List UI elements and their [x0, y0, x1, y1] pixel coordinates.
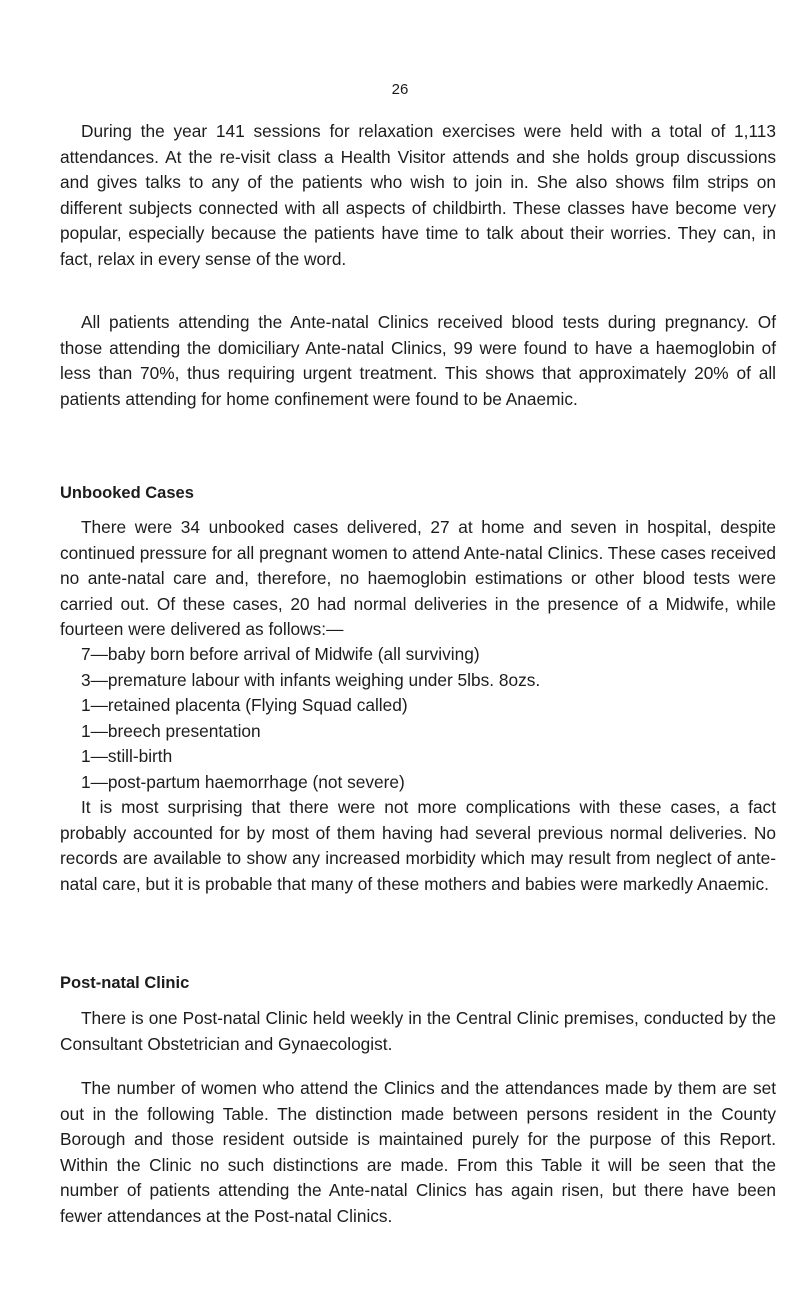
unbooked-cases-heading: Unbooked Cases: [60, 484, 194, 502]
page-number: 26: [391, 81, 409, 98]
list-item: 1—post-partum haemorrhage (not severe): [81, 771, 405, 792]
list-item: 7—baby born before arrival of Midwife (all surviving): [81, 644, 480, 664]
list-item: 1—retained placenta (Flying Squad called): [81, 695, 408, 715]
unbooked-intro-paragraph: There were 34 unbooked cases delivered, 27 at home and seven in hospital, despite continued pressure for all pregnant women to attend Ante-natal Clinics. These cases received no ante-natal care and, therefore, no haemoglobin estimations or other blood tests were carried out. Of these cases, 20 had normal deliveries in the presence of a Midwife, while fourteen were delivered as follows:—: [60, 517, 776, 639]
unbooked-conclusion-paragraph: It is most surprising that there were not more complications with these cases, a fact probably accounted for by most of them having had several previous normal deliveries. No records are available to show any increased morbidity which may result from neglect of ante-natal care, but it is probable that many of these mothers and babies were markedly Anaemic.: [60, 797, 776, 894]
delivery-list: [81, 642, 540, 795]
postnatal-table-intro-paragraph: The number of women who attend the Clinics and the attendances made by them are set out in the following Table. The distinction made between persons resident in the County Borough and those resident outside is maintained purely for the purpose of this Report. Within the Clinic no such distinctions are made. From this Table it will be seen that the number of patients attending the Ante-natal Clinics has again risen, but there have been fewer attendances at the Post-natal Clinics.: [60, 1078, 776, 1226]
list-item: 3—premature labour with infants weighing under 5lbs. 8ozs.: [81, 669, 541, 690]
blood-tests-paragraph: All patients attending the Ante-natal Clinics received blood tests during pregnancy. Of those attending the domiciliary Ante-natal Clinics, 99 were found to have a haemoglobin of less than 70%, thus requiring urgent treatment. This shows that approximately 20% of all patients attending for home confinement were found to be Anaemic.: [60, 312, 776, 409]
postnatal-intro-paragraph: There is one Post-natal Clinic held weekly in the Central Clinic premises, conducted by the Consultant Obstetrician and Gynaecologist.: [60, 1008, 776, 1054]
postnatal-clinic-heading: Post-natal Clinic: [60, 974, 190, 992]
relaxation-paragraph: During the year 141 sessions for relaxation exercises were held with a total of 1,113 attendances. At the re-visit class a Health Visitor attends and she holds group discussions and gives talks to any of the patients who wish to join in. She also shows film strips on different subjects connected with all aspects of childbirth. These classes have become very popular, especially because the patients have time to talk about their worries. They can, in fact, relax in every sense of the word.: [60, 121, 776, 269]
list-item: 1—still-birth: [81, 746, 173, 766]
list-item: 1—breech presentation: [81, 720, 261, 741]
